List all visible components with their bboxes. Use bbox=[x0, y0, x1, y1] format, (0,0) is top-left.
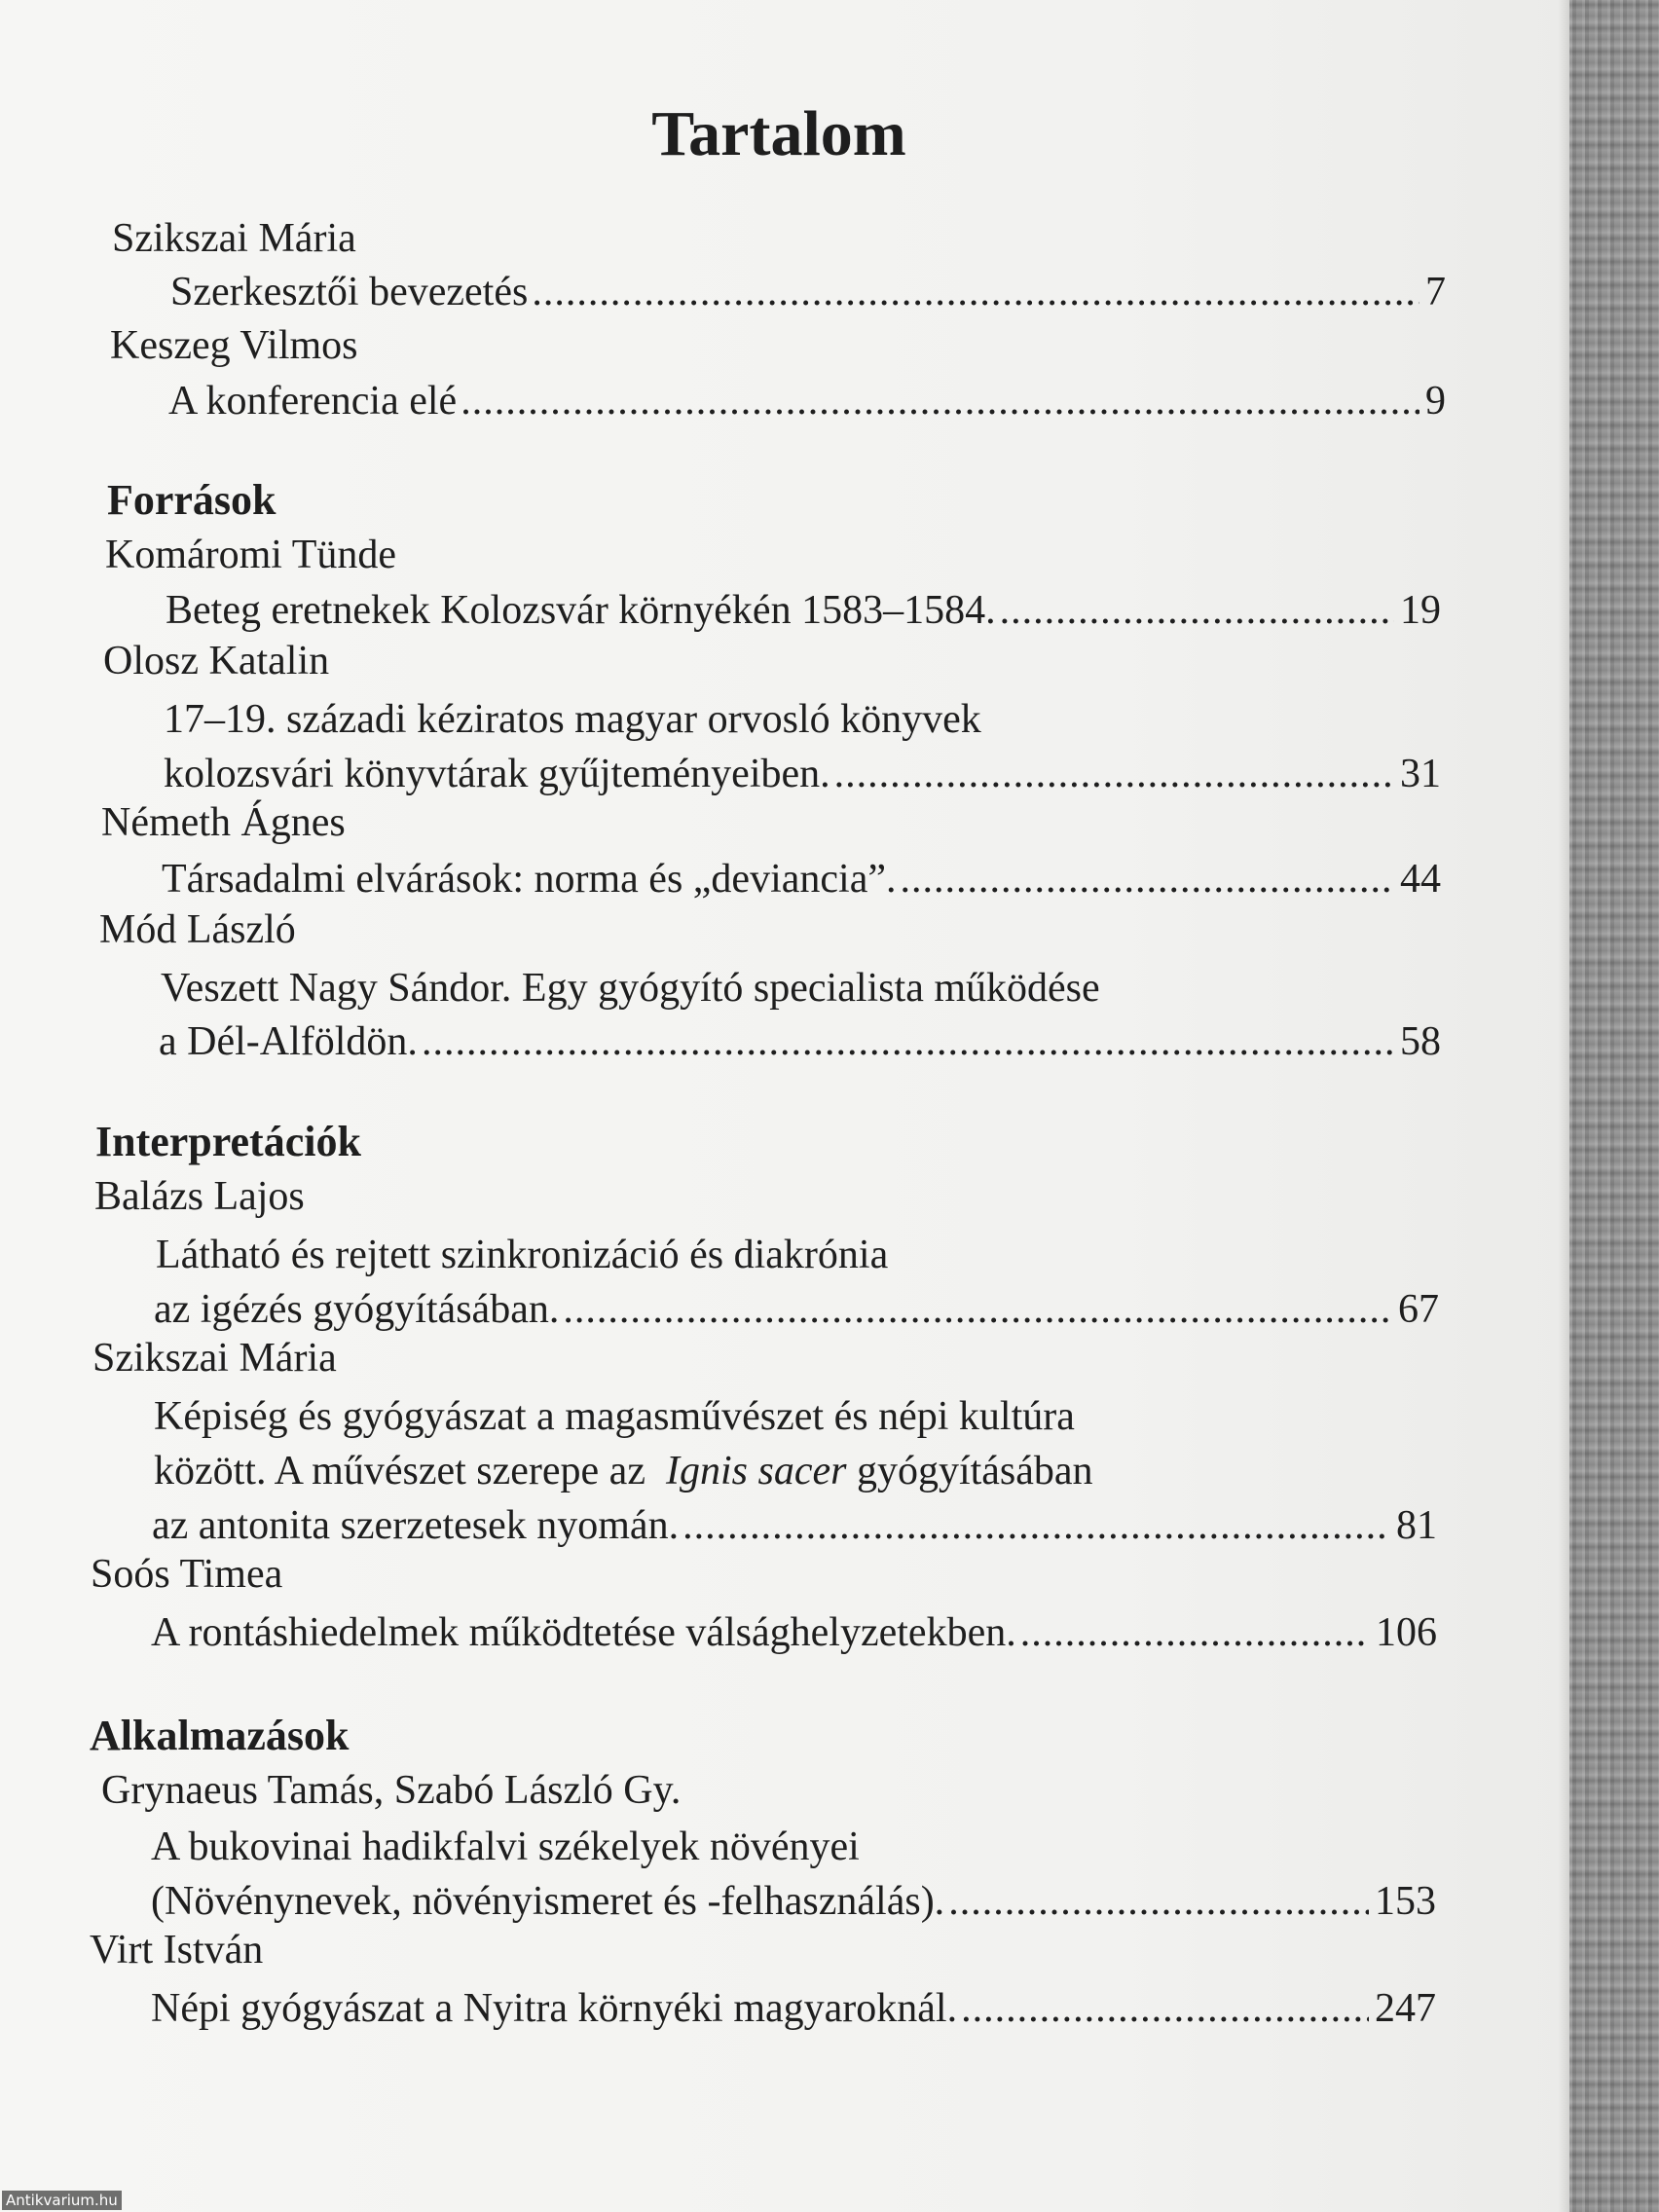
toc-author: Virt István bbox=[90, 1928, 264, 1972]
toc-author: Keszeg Vilmos bbox=[110, 323, 358, 368]
toc-entry[interactable] bbox=[152, 1499, 1437, 1552]
italic-term: Ignis sacer bbox=[665, 1449, 847, 1493]
toc-author: Grynaeus Tamás, Szabó László Gy. bbox=[101, 1768, 682, 1813]
toc-page-number: 106 bbox=[1376, 1610, 1437, 1655]
toc-entry-title: A rontáshiedelmek működtetése válsághelyzetekben. bbox=[151, 1610, 1016, 1655]
section-heading: Interpretációk bbox=[95, 1118, 361, 1165]
toc-entry[interactable] bbox=[159, 1015, 1441, 1068]
toc-entry-title: Veszett Nagy Sándor. Egy gyógyító specialista működése bbox=[161, 966, 1100, 1011]
toc-entry[interactable] bbox=[162, 853, 1441, 905]
leader-dots bbox=[1020, 1606, 1370, 1659]
toc-entry-title: Látható és rejtett szinkronizáció és diakrónia bbox=[156, 1233, 889, 1277]
watermark: Antikvarium.hu bbox=[2, 2191, 122, 2210]
toc-author: Szikszai Mária bbox=[112, 216, 356, 261]
toc-entry-title: Szerkesztői bevezetés bbox=[170, 270, 529, 314]
section-heading: Alkalmazások bbox=[90, 1712, 350, 1759]
toc-page-number: 81 bbox=[1396, 1503, 1437, 1548]
section-heading: Források bbox=[107, 476, 276, 524]
toc-page-number: 9 bbox=[1425, 379, 1446, 424]
leader-dots bbox=[461, 375, 1419, 427]
toc-page-number: 247 bbox=[1375, 1986, 1436, 2031]
toc-entry-title: Népi gyógyászat a Nyitra környéki magyaroknál. bbox=[151, 1986, 958, 2031]
toc-entry-title: Társadalmi elvárások: norma és „deviancia”. bbox=[162, 857, 897, 902]
toc-entry-title: az igézés gyógyításában. bbox=[154, 1287, 560, 1332]
toc-page-number: 19 bbox=[1400, 588, 1441, 633]
toc-entry-title: A bukovinai hadikfalvi székelyek növényei bbox=[151, 1825, 860, 1869]
toc-entry-title: (Növénynevek, növényismeret és -felhasználás). bbox=[151, 1879, 945, 1924]
leader-dots bbox=[682, 1499, 1390, 1552]
toc-author: Olosz Katalin bbox=[103, 639, 330, 683]
toc-entry-title: között. A művészet szerepe az bbox=[154, 1449, 645, 1493]
toc-author: Szikszai Mária bbox=[92, 1336, 337, 1381]
toc-author: Németh Ágnes bbox=[101, 800, 346, 845]
leader-dots bbox=[422, 1015, 1394, 1068]
toc-page-number: 58 bbox=[1400, 1019, 1441, 1064]
toc-author: Mód László bbox=[99, 907, 296, 952]
background-surface bbox=[1569, 0, 1659, 2212]
toc-entry-title: 17–19. századi kéziratos magyar orvosló könyvek bbox=[164, 697, 981, 742]
toc-page-number: 31 bbox=[1400, 752, 1441, 796]
leader-dots bbox=[563, 1283, 1392, 1336]
toc-entry-title: Képiség és gyógyászat a magasművészet és népi kultúra bbox=[154, 1394, 1075, 1439]
toc-entry-title: Beteg eretnekek Kolozsvár környékén 1583–1584. bbox=[166, 588, 996, 633]
leader-dots bbox=[834, 748, 1394, 800]
toc-entry[interactable] bbox=[151, 1982, 1436, 2035]
toc-entry[interactable] bbox=[151, 1606, 1437, 1659]
toc-entry-title: a Dél-Alföldön. bbox=[159, 1019, 418, 1064]
leader-dots bbox=[900, 853, 1394, 905]
toc-author: Soós Timea bbox=[91, 1552, 283, 1597]
toc-author: Komáromi Tünde bbox=[105, 533, 397, 577]
toc-page-number: 67 bbox=[1398, 1287, 1439, 1332]
toc-page-number: 153 bbox=[1375, 1879, 1436, 1924]
leader-dots bbox=[948, 1875, 1369, 1928]
toc-entry[interactable] bbox=[164, 748, 1441, 800]
toc-entry-title: gyógyításában bbox=[856, 1449, 1093, 1493]
toc-entry[interactable] bbox=[151, 1875, 1436, 1928]
toc-page-number: 7 bbox=[1425, 270, 1446, 314]
toc-entry[interactable] bbox=[168, 375, 1446, 427]
toc-author: Balázs Lajos bbox=[94, 1174, 305, 1219]
leader-dots bbox=[532, 266, 1419, 318]
toc-entry-title: A konferencia elé bbox=[168, 379, 458, 424]
leader-dots bbox=[961, 1982, 1369, 2035]
page-title: Tartalom bbox=[651, 98, 906, 169]
toc-entry[interactable] bbox=[154, 1283, 1439, 1336]
toc-page-number: 44 bbox=[1400, 857, 1441, 902]
leader-dots bbox=[1000, 584, 1394, 637]
toc-entry-title: kolozsvári könyvtárak gyűjteményeiben. bbox=[164, 752, 830, 796]
toc-entry-title: az antonita szerzetesek nyomán. bbox=[152, 1503, 680, 1548]
toc-entry[interactable] bbox=[170, 266, 1446, 318]
toc-entry[interactable] bbox=[166, 584, 1441, 637]
toc-entry-title-with-italic bbox=[154, 1445, 1093, 1497]
